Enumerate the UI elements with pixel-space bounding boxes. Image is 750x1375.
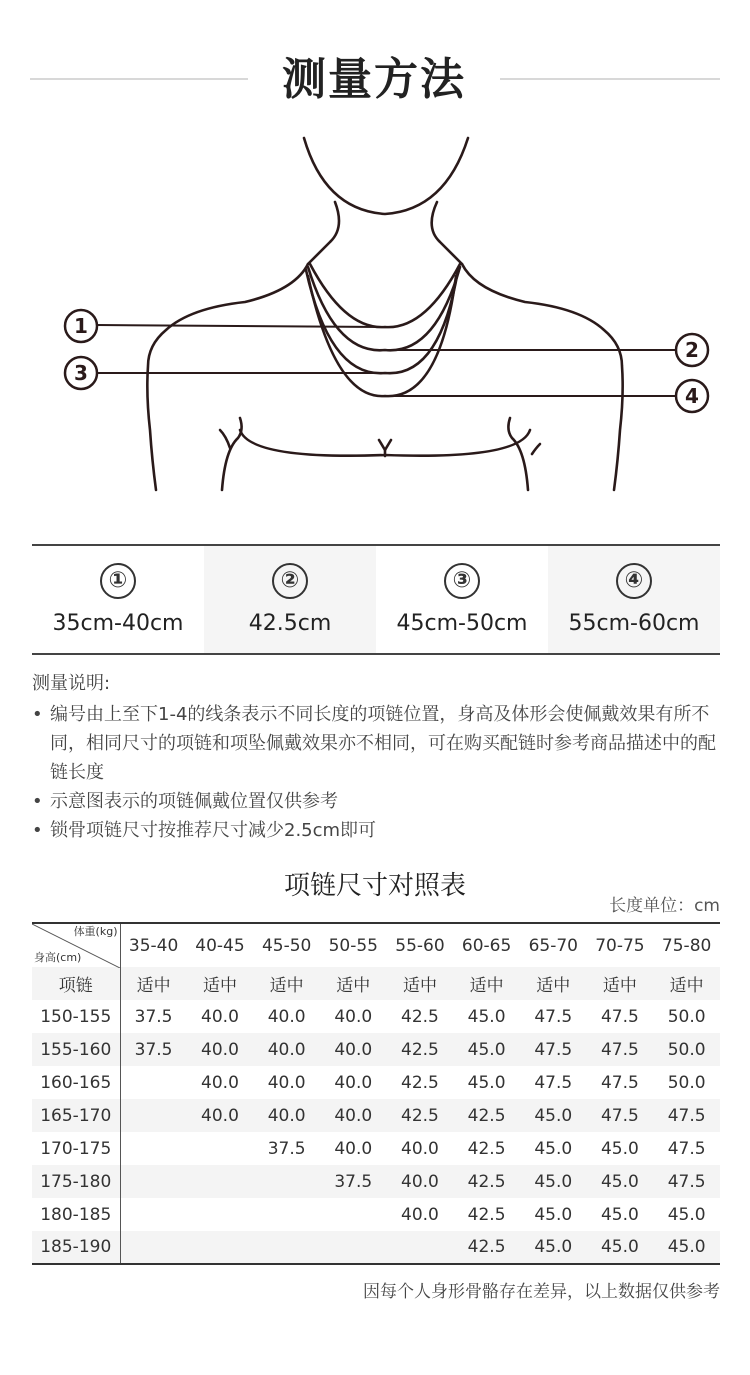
fit-cell: 适中 [453,967,520,1000]
length-cell: 47.5 [587,1033,654,1066]
length-cell: 50.0 [667,1072,706,1093]
weight-header: 40-45 [195,935,245,956]
length-cell: 37.5 [120,1033,187,1066]
length-cell: 42.5 [387,1099,454,1132]
chain-1-icon [310,264,460,327]
title-divider-left [30,78,248,80]
length-cell [253,1198,320,1231]
marker-3-label: 3 [74,361,88,385]
length-cell: 45.0 [600,1138,639,1159]
length-cell: 45.0 [587,1231,654,1264]
length-cell: 47.5 [600,1006,639,1027]
table-row [32,1132,720,1165]
length-cell-1 [32,546,204,653]
fit-cell: 适中 [653,967,720,1000]
length-cell: 40.0 [387,1165,454,1198]
measurement-notes [32,670,722,845]
length-cell: 42.5 [453,1099,520,1132]
length-cell: 40.0 [201,1072,239,1093]
sternum-icon [379,440,391,450]
size-table-title: 项链尺寸对照表 [283,871,466,901]
length-cell-3 [376,546,548,653]
height-cell: 170-175 [32,1132,120,1165]
length-cell [120,1198,187,1231]
length-cell: 47.5 [653,1099,720,1132]
chin-curve-icon [304,138,468,214]
length-cell: 40.0 [401,1138,439,1159]
length-cell [320,1198,387,1231]
length-value-4: 55cm-60cm [568,611,700,636]
length-cell: 42.5 [467,1138,506,1159]
length-cell: 47.5 [534,1072,573,1093]
length-cell: 40.0 [334,1072,373,1093]
length-cell [120,1165,187,1198]
title-divider-right [500,78,720,80]
length-cell: 42.5 [387,1033,454,1066]
size-table-header [32,923,720,967]
weight-header: 65-70 [528,935,578,956]
length-cell: 42.5 [453,1231,520,1264]
weight-header: 55-60 [395,935,445,956]
table-row [32,1165,720,1198]
weight-header: 50-55 [328,935,378,956]
fit-cell: 适中 [253,967,320,1000]
length-cell: 50.0 [667,1006,706,1027]
neck-left-icon [308,202,339,264]
height-cell: 150-155 [32,1000,120,1033]
height-cell: 160-165 [32,1066,120,1099]
corner-height-label: 身高(cm) [34,951,82,964]
armpit-right-fold-icon [532,444,540,454]
length-cell: 47.5 [600,1072,639,1093]
length-cell-2 [204,546,376,653]
armpit-left-icon [222,418,242,490]
height-cell: 180-185 [32,1198,120,1231]
corner-weight-label: 体重(kg) [73,925,118,938]
length-cell: 45.0 [534,1138,573,1159]
length-cell: 45.0 [653,1231,720,1264]
length-cell: 47.5 [667,1138,706,1159]
length-cell: 37.5 [320,1165,387,1198]
length-cell: 47.5 [534,1006,573,1027]
length-cell: 40.0 [253,1099,320,1132]
table-row [32,1231,720,1264]
length-value-3: 45cm-50cm [396,611,528,636]
length-cell: 45.0 [520,1165,587,1198]
marker-1-label: 1 [74,314,88,338]
length-cell: 50.0 [653,1033,720,1066]
weight-header: 70-75 [595,935,645,956]
marker-1-line [97,325,385,327]
length-cell: 45.0 [467,1072,506,1093]
length-cell: 40.0 [320,1033,387,1066]
length-cell: 40.0 [253,1033,320,1066]
table-row [32,1000,720,1033]
length-cell: 47.5 [653,1165,720,1198]
length-cell [253,1165,320,1198]
weight-header: 35-40 [128,935,179,956]
table-row [32,1099,720,1132]
length-cell: 40.0 [334,1138,373,1159]
length-cell: 45.0 [534,1204,573,1225]
length-cell: 40.0 [334,1006,373,1027]
corner-cell [32,923,120,967]
length-cell: 42.5 [467,1204,506,1225]
weight-header: 75-80 [661,935,712,956]
length-cell [187,1165,254,1198]
weight-header: 45-50 [261,935,312,956]
fit-row [32,967,720,1000]
armpit-right-icon [508,418,528,490]
height-cell: 175-180 [32,1165,120,1198]
fit-cell: 适中 [320,967,387,1000]
shoulder-right-icon [462,264,623,490]
length-cell: 42.5 [401,1006,439,1027]
length-cell: 45.0 [587,1165,654,1198]
length-cell: 37.5 [267,1138,306,1159]
disclaimer-footnote: 因每个人身形骨骼存在差异，以上数据仅供参考 [363,1282,720,1302]
length-cell: 45.0 [520,1231,587,1264]
length-cell: 40.0 [201,1006,239,1027]
length-cell: 40.0 [401,1204,439,1225]
length-cell [120,1066,187,1099]
length-cell: 45.0 [667,1204,706,1225]
fit-cell: 适中 [387,967,454,1000]
length-cell [320,1231,387,1264]
fit-cell: 适中 [187,967,254,1000]
neck-right-icon [432,202,462,264]
note-item-1: • 编号由上至下1-4的线条表示不同长度的项链位置，身高及体形会使佩戴效果有所不同，相同尺寸的项链和项坠佩戴效果亦不相同，可在购买配链时参考商品描述中的配链长度 [32,700,722,787]
height-cell: 185-190 [32,1231,120,1264]
length-cell: 47.5 [587,1099,654,1132]
length-cell: 42.5 [401,1072,439,1093]
length-number-3: ③ [444,563,480,599]
length-cell: 42.5 [453,1165,520,1198]
note-item-2: • 示意图表示的项链佩戴位置仅供参考 [32,787,722,816]
length-cell [187,1231,254,1264]
height-cell: 165-170 [32,1099,120,1132]
length-cell [120,1132,187,1165]
length-value-2: 42.5cm [248,611,332,636]
marker-2-label: 2 [685,338,699,362]
length-number-1: ① [100,563,136,599]
length-cell [120,1099,187,1132]
length-cell: 45.0 [600,1204,639,1225]
length-cell: 40.0 [320,1099,387,1132]
row-label: 项链 [32,967,120,1000]
length-cell [387,1231,454,1264]
note-item-3: • 锁骨项链尺寸按推荐尺寸减少2.5cm即可 [32,816,722,845]
length-table [32,544,720,655]
length-cell: 40.0 [187,1033,254,1066]
size-table [32,922,720,1265]
length-cell [120,1231,187,1264]
length-cell: 40.0 [267,1006,306,1027]
unit-label: 长度单位：cm [609,896,720,916]
length-cell: 40.0 [187,1099,254,1132]
length-cell [187,1132,254,1165]
length-cell: 40.0 [267,1072,306,1093]
weight-header: 60-65 [461,935,512,956]
length-cell [253,1231,320,1264]
title-row [0,48,750,112]
notes-heading: 测量说明: [32,673,111,694]
height-cell: 155-160 [32,1033,120,1066]
length-cell: 45.0 [520,1099,587,1132]
fit-cell: 适中 [520,967,587,1000]
length-value-1: 35cm-40cm [52,611,184,636]
fit-cell: 适中 [120,967,187,1000]
length-cell: 47.5 [520,1033,587,1066]
table-row [32,1066,720,1099]
page-title: 测量方法 [282,54,466,105]
table-row [32,1198,720,1231]
length-number-2: ② [272,563,308,599]
length-cell [187,1198,254,1231]
table-row [32,1033,720,1066]
length-cell-4 [548,546,720,653]
length-cell: 45.0 [453,1033,520,1066]
marker-4-label: 4 [685,384,699,408]
length-cell: 45.0 [467,1006,506,1027]
armpit-left-fold-icon [220,430,230,448]
necklace-figure [0,130,750,530]
length-number-4: ④ [616,563,652,599]
length-cell: 37.5 [134,1006,173,1027]
fit-cell: 适中 [587,967,654,1000]
